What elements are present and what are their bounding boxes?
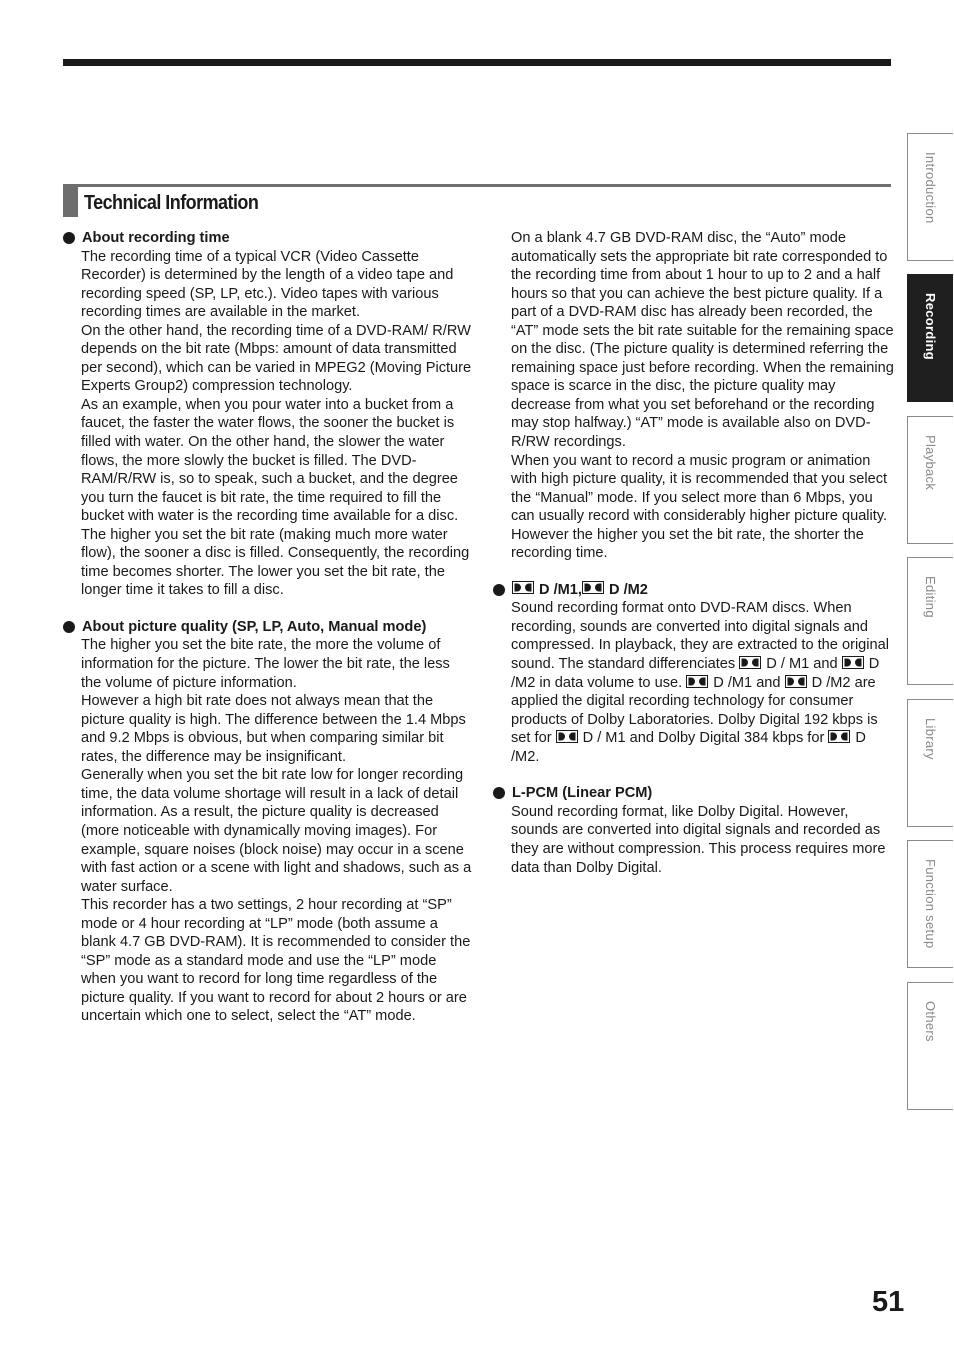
top-rule [63, 59, 891, 66]
lpcm-body [511, 803, 898, 877]
dolby-paragraph [511, 599, 898, 766]
left-column [62, 229, 472, 1026]
picture-quality-paragraph: Generally when you set the bit rate low for longer recording time, the data volume shortage will result in a lack of detail information. As a result, the picture quality is decreased (more noticeable with dynamically moving images). For example, square noises (block noise) may occur in a scene with fast action or a scene with light and shadows, such as a water surface. [81, 767, 472, 895]
tab-label: Editing [923, 576, 938, 618]
lpcm-heading [492, 784, 898, 803]
dolby-double-d-icon [512, 581, 534, 594]
bullet-icon [63, 621, 75, 633]
tab-function-setup[interactable] [907, 840, 953, 968]
bullet-icon [493, 584, 505, 596]
dolby-text: D /M2. [511, 730, 866, 765]
picture-quality-body [81, 636, 472, 1025]
dolby-double-d-icon [739, 656, 761, 669]
tab-label: Others [923, 1001, 938, 1042]
dolby-text: D / M1 and [766, 656, 842, 673]
section-title: Technical Information [84, 192, 259, 214]
bullet-icon [63, 232, 75, 244]
dolby-double-d-icon [842, 656, 864, 669]
dolby-heading-part: D /M1, [539, 581, 582, 598]
dolby-text: D /M2 in data volume to use. [511, 656, 880, 691]
tab-label: Introduction [923, 152, 938, 224]
auto-mode-body [511, 229, 898, 563]
recording-time-paragraph: The recording time of a typical VCR (Video Cassette Recorder) is determined by the length of a video tape and recording speed (SP, LP, etc.). Video tapes with various recording times are available in the market. [81, 248, 454, 321]
section-rule [63, 184, 891, 187]
tab-others[interactable] [907, 982, 953, 1110]
dolby-body [511, 599, 898, 766]
dolby-double-d-icon [828, 730, 850, 743]
picture-quality-paragraph: This recorder has a two settings, 2 hour recording at “SP” mode or 4 hour recording at “LP” mode (both assume a blank 4.7 GB DVD-RAM). It is recommended to consider the “SP” mode as a standard mode and use the “LP” mode when you want to record for long time regardless of the picture quality. If you want to record for about 2 hours or are uncertain which one to select, select the “AT” mode. [81, 897, 471, 1025]
recording-time-heading-text: About recording time [82, 230, 230, 246]
auto-mode-paragraph: On a blank 4.7 GB DVD-RAM disc, the “Auto” mode automatically sets the appropriate bit rate corresponded to the recording time from about 1 hour to up to 2 and a half hours so that you can achieve the best picture quality. If a part of a DVD-RAM disc has already been recorded, the “AT” mode sets the bit rate suitable for the remaining space on the disc. (The picture quality is determined referring the remaining space just before recording. When the remaining space is scarce in the disc, the picture quality may decrease from what you set beforehand or the recording may stop halfway.) “AT” mode is available also on DVD-R/RW recordings. [511, 230, 894, 451]
recording-time-paragraph: As an example, when you pour water into a bucket from a faucet, the faster the water flows, the sooner the bucket is filled with water. On the other hand, the slower the water flows, the more slowly the bucket is filled. The DVD-RAM/R/RW is, so to speak, such a bucket, and the degree you turn the faucet is bit rate, the time required to fill the bucket with water is the recording time available for a disc. The higher you set the bit rate (making much more water flow), the sooner a disc is filled. Consequently, the recording time becomes shorter. The lower you set the bit rate, the longer time it takes to fill a disc. [81, 396, 470, 599]
page-number: 51 [872, 1286, 905, 1318]
tab-playback[interactable] [907, 416, 953, 544]
tab-library[interactable] [907, 699, 953, 827]
lpcm-paragraph: Sound recording format, like Dolby Digital. However, sounds are converted into digital signals and recorded as they are without compression. This process requires more data than Dolby Digital. [511, 803, 886, 876]
tab-recording[interactable] [907, 274, 953, 402]
picture-quality-paragraph: The higher you set the bite rate, the more the volume of information for the picture. The lower the bit rate, the less the volume of picture information. [81, 637, 450, 691]
tab-editing[interactable] [907, 557, 953, 685]
dolby-double-d-icon [785, 675, 807, 688]
dolby-heading-part: D /M2 [608, 581, 648, 598]
dolby-double-d-icon [556, 730, 578, 743]
tab-label: Playback [923, 435, 938, 491]
bullet-icon [493, 787, 505, 799]
dolby-text: Sound recording format onto DVD-RAM discs. When recording, sounds are converted into digital signals and compressed. In playback, they are extracted to the original sound. The standard differenciates [511, 600, 890, 673]
picture-quality-paragraph: However a high bit rate does not always mean that the picture quality is high. The difference between the 1.4 Mbps and 9.2 Mbps is obvious, but when comparing similar bit rates, the difference may be insignificant. [81, 693, 466, 765]
recording-time-paragraph: On the other hand, the recording time of a DVD-RAM/ R/RW depends on the bit rate (Mbps: amount of data transmitted per second), which can be varied in MPEG2 (Moving Picture Experts Group2) compression technology. [81, 322, 472, 395]
lpcm-heading-text: L-PCM (Linear PCM) [512, 785, 653, 802]
tab-label: Function setup [923, 859, 938, 949]
tab-label: Library [923, 718, 938, 760]
recording-time-heading [62, 229, 472, 248]
right-column [492, 229, 898, 877]
section-marker [63, 187, 78, 217]
tab-introduction[interactable] [907, 133, 953, 261]
dolby-double-d-icon [686, 675, 708, 688]
picture-quality-heading [62, 618, 472, 637]
dolby-text: D / M1 and Dolby Digital 384 kbps for [582, 730, 829, 747]
dolby-text: D /M2 are applied the digital recording technology for consumer products of Dolby Laboratories. Dolby Digital 192 kbps is set for [511, 674, 878, 747]
dolby-double-d-icon [582, 581, 604, 594]
recording-time-body [81, 248, 472, 600]
manual-mode-paragraph: When you want to record a music program or animation with high picture quality, it is recommended that you select the “Manual” mode. If you select more than 6 Mbps, you can usually record with considerably higher picture quality. However the higher you set the bit rate, the shorter the recording time. [511, 452, 888, 562]
dolby-text: D /M1 and [713, 674, 785, 691]
tab-label: Recording [923, 293, 938, 360]
dolby-heading [492, 581, 898, 600]
picture-quality-heading-text: About picture quality (SP, LP, Auto, Manual mode) [82, 618, 427, 635]
